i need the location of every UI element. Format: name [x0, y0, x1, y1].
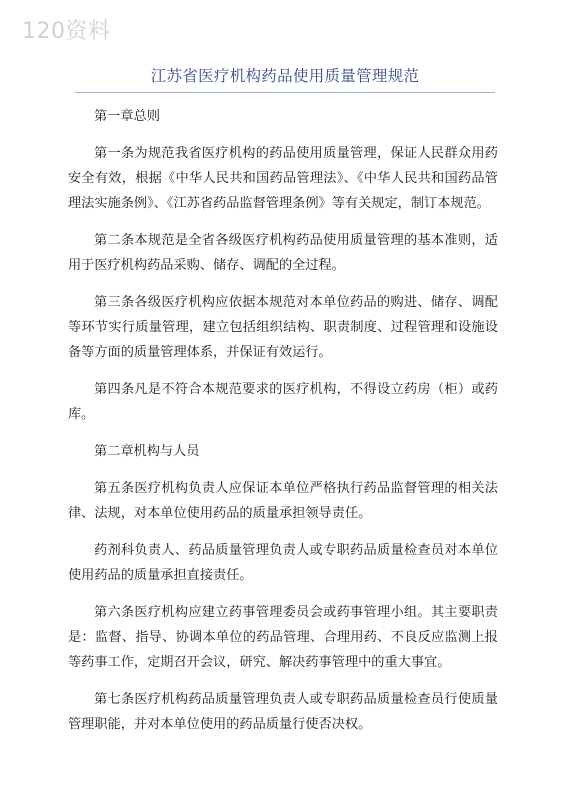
document-body [68, 104, 498, 749]
article-paragraph: 第四条凡是不符合本规范要求的医疗机构，不得设立药房（柜）或药库。 [68, 382, 498, 422]
chapter-heading: 第一章总则 [94, 109, 160, 124]
article-paragraph: 第七条医疗机构药品质量管理负责人或专职药品质量检查员行使质量管理职能，并对本单位使用的药品质量行使否决权。 [68, 692, 498, 732]
document-title: 江苏省医疗机构药品使用质量管理规范 [150, 67, 420, 85]
chapter-heading: 第二章机构与人员 [94, 444, 200, 459]
article-paragraph: 第一条为规范我省医疗机构的药品使用质量管理，保证人民群众用药安全有效，根据《中华人民共和国药品管理法》、《中华人民共和国药品管理法实施条例》、《江苏省药品监督管理条例》等有关规定，制订本规范。 [68, 146, 498, 211]
article-paragraph: 第六条医疗机构应建立药事管理委员会或药事管理小组。其主要职责是：监督、指导、协调本单位的药品管理、合理用药、不良反应监测上报等药事工作，定期召开会议，研究、解决药事管理中的重大事宜。 [68, 605, 498, 670]
watermark: 120资料 [22, 19, 111, 44]
article-paragraph: 第五条医疗机构负责人应保证本单位严格执行药品监督管理的相关法律、法规，对本单位使用药品的质量承担领导责任。 [68, 481, 498, 521]
article-paragraph: 药剂科负责人、药品质量管理负责人或专职药品质量检查员对本单位使用药品的质量承担直接责任。 [68, 543, 498, 583]
article-paragraph: 第二条本规范是全省各级医疗机构药品使用质量管理的基本准则，适用于医疗机构药品采购、储存、调配的全过程。 [68, 233, 498, 273]
article-paragraph: 第三条各级医疗机构应依据本规范对本单位药品的购进、储存、调配等环节实行质量管理，建立包括组织结构、职责制度、过程管理和设施设备等方面的质量管理体系，并保证有效运行。 [68, 295, 498, 360]
title-underline [75, 92, 495, 93]
